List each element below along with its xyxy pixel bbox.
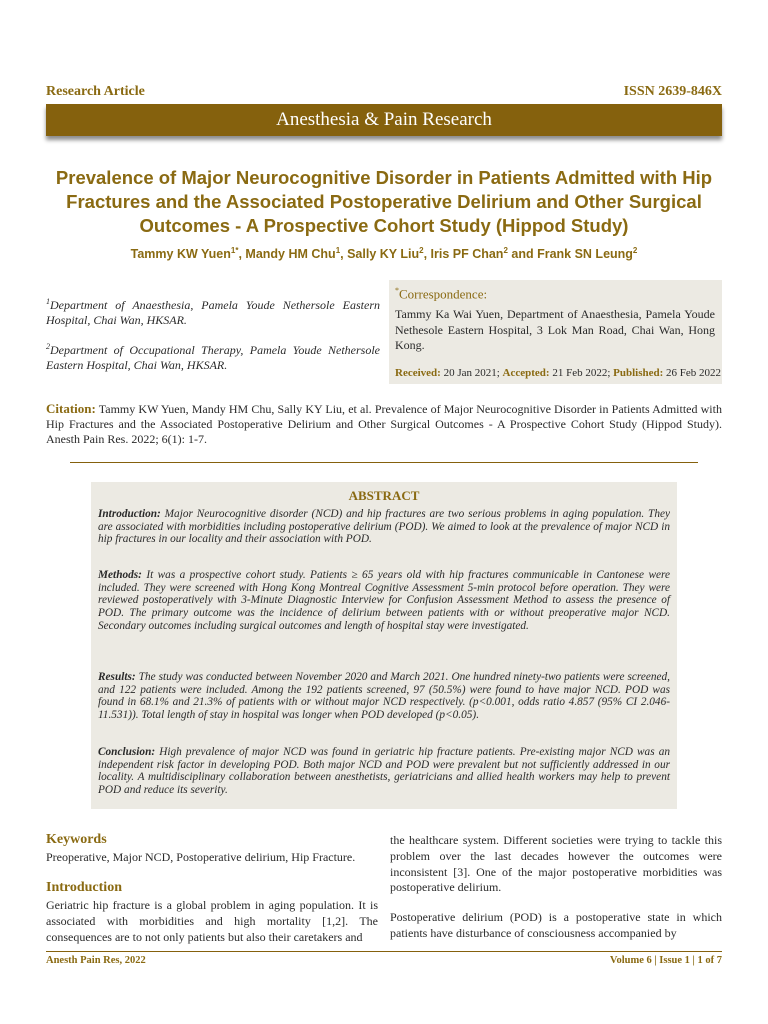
article-title: Prevalence of Major Neurocognitive Disorder in Patients Admitted with Hip Fractures and the Associated Postoperative Delirium and Other Surgical Outcomes - A Prospective Cohort Study (Hippod Study) <box>55 167 713 236</box>
right-column <box>390 833 722 942</box>
introduction-text: Geriatric hip fracture is a global problem in aging population. It is associated with morbidities and high mortality [1,2]. The consequences are to not only patients but also their caretakers and <box>46 898 378 944</box>
correspondence-marker: * <box>395 286 399 295</box>
body-paragraph: the healthcare system. Different societies were trying to tackle this problem over the last decades however the outcomes were inconsistent [3]. One of the major postoperative morbidities was postoperative delirium. <box>390 833 722 895</box>
author-name[interactable]: Sally KY Liu <box>347 247 420 262</box>
affiliation-num: 1 <box>46 297 50 306</box>
author-list <box>40 246 728 261</box>
abstract-results <box>98 671 670 722</box>
abstract-heading: ABSTRACT <box>348 488 420 503</box>
footer-page-info: Volume 6 | Issue 1 | 1 of 7 <box>609 955 722 966</box>
section-divider <box>70 462 698 463</box>
citation-text: Tammy KW Yuen, Mandy HM Chu, Sally KY Liu, et al. Prevalence of Major Neurocognitive Disorder in Patients Admitted with Hip Fractures and the Associated Postoperative Delirium and Other Surgical Outcomes - A Prospective Cohort Study (Hippod Study). Anesth Pain Res. 2022; 6(1): 1-7. <box>46 402 722 446</box>
author-sup: 2 <box>503 246 508 255</box>
author-name[interactable]: Mandy HM Chu <box>245 247 336 262</box>
body-paragraph: Postoperative delirium (POD) is a postoperative state in which patients have disturbance of consciousness accompanied by <box>390 910 722 940</box>
citation-label: Citation: <box>46 401 96 416</box>
abstract-introduction <box>98 508 670 546</box>
abstract-section-label: Methods: <box>98 569 142 581</box>
accepted-date: 21 Feb 2022; <box>552 367 611 379</box>
correspondence-box <box>389 280 722 384</box>
author-name[interactable]: Tammy KW Yuen <box>130 247 231 262</box>
correspondence-heading-text: Correspondence: <box>399 286 488 302</box>
article-dates <box>395 367 721 379</box>
abstract-section-text: It was a prospective cohort study. Patients ≥ 65 years old with hip fractures communicable in Cantonese were included. They were screened with Hong Kong Montreal Cognitive Assessment 5-min protocol before operation. They were reviewed postoperatively with 3-Minute Diagnostic Interview for Confusion Assessment Method to assess the presence of POD. The primary outcome was the incidence of delirium between patients with or without preoperative major NCD. Secondary outcomes including surgical outcomes and length of hospital stay were investigated. <box>98 569 670 632</box>
author-separator: , <box>238 247 246 262</box>
introduction-heading: Introduction <box>46 880 122 895</box>
author-separator: and <box>507 247 538 262</box>
abstract-section-label: Conclusion: <box>98 746 156 758</box>
published-label: Published: <box>613 367 664 379</box>
affiliation-text: Department of Anaesthesia, Pamela Youde Nethersole Eastern Hospital, Chai Wan, HKSAR. <box>46 298 380 327</box>
footer-rule <box>46 951 722 952</box>
abstract-conclusion <box>98 746 670 797</box>
author-sup: 1* <box>230 246 239 255</box>
footer-journal: Anesth Pain Res, 2022 <box>46 955 146 966</box>
author-name[interactable]: Iris PF Chan <box>430 247 504 262</box>
citation <box>46 401 722 447</box>
abstract-section-text: Major Neurocognitive disorder (NCD) and hip fractures are two serious problems in aging population. They are associated with morbidities including postoperative delirium (POD). We aimed to look at the prevalence of major NCD in hip fractures in our locality and their association with POD. <box>98 508 670 546</box>
keywords-heading: Keywords <box>46 832 107 847</box>
affiliation-text: Department of Occupational Therapy, Pamela Youde Nethersole Eastern Hospital, Chai Wan, HKSAR. <box>46 343 380 372</box>
author-sup: 1 <box>335 246 341 255</box>
abstract-methods <box>98 569 670 633</box>
abstract-section-text: High prevalence of major NCD was found in geriatric hip fracture patients. Pre-existing major NCD was an independent risk factor in developing POD. Both major NCD and POD were prevalent but not sufficiently addressed in our locality. A multidisciplinary collaboration between anesthetists, geriatricians and allied health workers may help to prevent POD and reduce its severity. <box>98 746 670 797</box>
author-sup: 2 <box>632 246 638 255</box>
abstract-section-label: Results: <box>98 671 136 683</box>
keywords-text: Preoperative, Major NCD, Postoperative delirium, Hip Fracture. <box>46 850 356 864</box>
article-type: Research Article <box>46 84 145 99</box>
affiliation-2 <box>46 339 380 373</box>
abstract-section-text: The study was conducted between November 2020 and March 2021. One hundred ninety-two patients were screened, and 122 patients were included. Among the 192 patients screened, 97 (50.5%) were found to have major NCD. POD was found in 68.1% and 21.3% of patients with or without major NCD respectively. (p<0.001, odds ratio 4.857 (95% CI 2.046-11.531)). Total length of stay in hospital was longer when POD developed (p<0.05). <box>98 671 671 722</box>
affiliation-num: 2 <box>46 342 50 351</box>
keywords-section <box>46 832 378 866</box>
affiliation-1 <box>46 294 380 328</box>
received-label: Received: <box>395 367 441 379</box>
author-separator: , <box>340 247 348 262</box>
abstract-section-label: Introduction: <box>98 508 161 520</box>
issn: ISSN 2639-846X <box>623 84 722 99</box>
received-date: 20 Jan 2021; <box>443 367 500 379</box>
author-separator: , <box>423 247 431 262</box>
introduction-section <box>46 880 378 945</box>
correspondence-heading <box>395 286 487 302</box>
accepted-label: Accepted: <box>502 367 550 379</box>
abstract-box <box>91 482 677 809</box>
correspondence-text: Tammy Ka Wai Yuen, Department of Anaesthesia, Pamela Youde Nethesole Eastern Hospital, 3 Lok Man Road, Chai Wan, Hong Kong. <box>395 307 715 352</box>
author-name[interactable]: Frank SN Leung <box>537 247 633 262</box>
published-date: 26 Feb 2022 <box>666 367 722 379</box>
author-sup: 2 <box>419 246 424 255</box>
journal-banner: Anesthesia & Pain Research <box>46 104 722 136</box>
